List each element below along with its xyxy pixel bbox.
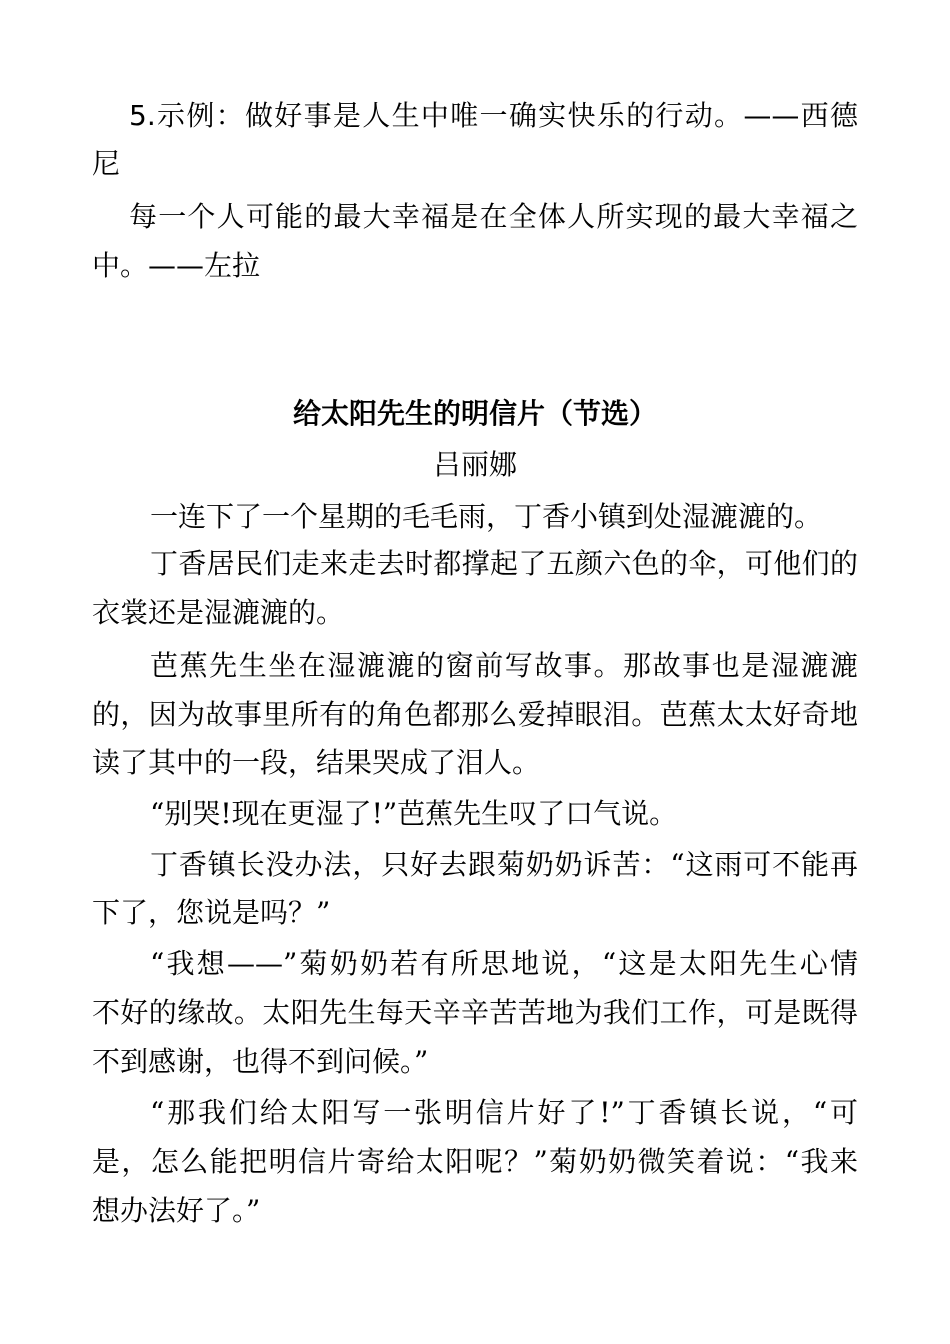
article-line: “我想——”菊奶奶若有所思地说，“这是太阳先生心情 xyxy=(150,947,858,980)
article-line: 不好的缘故。太阳先生每天辛辛苦苦地为我们工作，可是既得 xyxy=(92,996,858,1029)
answer-example-line-1: 5.示例：做好事是人生中唯一确实快乐的行动。——西德 xyxy=(129,99,858,132)
article-title: 给太阳先生的明信片（节选） xyxy=(292,397,657,430)
answer-quote-line-2: 中。——左拉 xyxy=(92,249,261,282)
article-line: 想办法好了。” xyxy=(92,1194,261,1227)
article-line: 一连下了一个星期的毛毛雨，丁香小镇到处湿漉漉的。 xyxy=(150,500,823,533)
article-line: 读了其中的一段，结果哭成了泪人。 xyxy=(92,746,541,779)
article-author: 吕丽娜 xyxy=(432,448,517,481)
article-line: 丁香居民们走来走去时都撑起了五颜六色的伞，可他们的 xyxy=(150,547,858,580)
article-line: 不到感谢，也得不到问候。” xyxy=(92,1045,429,1078)
article-line: 的，因为故事里所有的角色都那么爱掉眼泪。芭蕉太太好奇地 xyxy=(92,698,858,731)
article-line: “那我们给太阳写一张明信片好了!”丁香镇长说，“可 xyxy=(150,1096,858,1129)
article-line: 是，怎么能把明信片寄给太阳呢？”菊奶奶微笑着说：“我来 xyxy=(92,1145,858,1178)
article-line: 丁香镇长没办法，只好去跟菊奶奶诉苦：“这雨可不能再 xyxy=(150,848,858,881)
article-line: 衣裳还是湿漉漉的。 xyxy=(92,596,345,629)
article-line: “别哭!现在更湿了!”芭蕉先生叹了口气说。 xyxy=(150,797,678,830)
article-line: 下了，您说是吗？” xyxy=(92,896,331,929)
article-line: 芭蕉先生坐在湿漉漉的窗前写故事。那故事也是湿漉漉 xyxy=(150,649,858,682)
answer-quote-line-1: 每一个人可能的最大幸福是在全体人所实现的最大幸福之 xyxy=(129,200,858,233)
answer-example-line-2: 尼 xyxy=(92,147,121,180)
